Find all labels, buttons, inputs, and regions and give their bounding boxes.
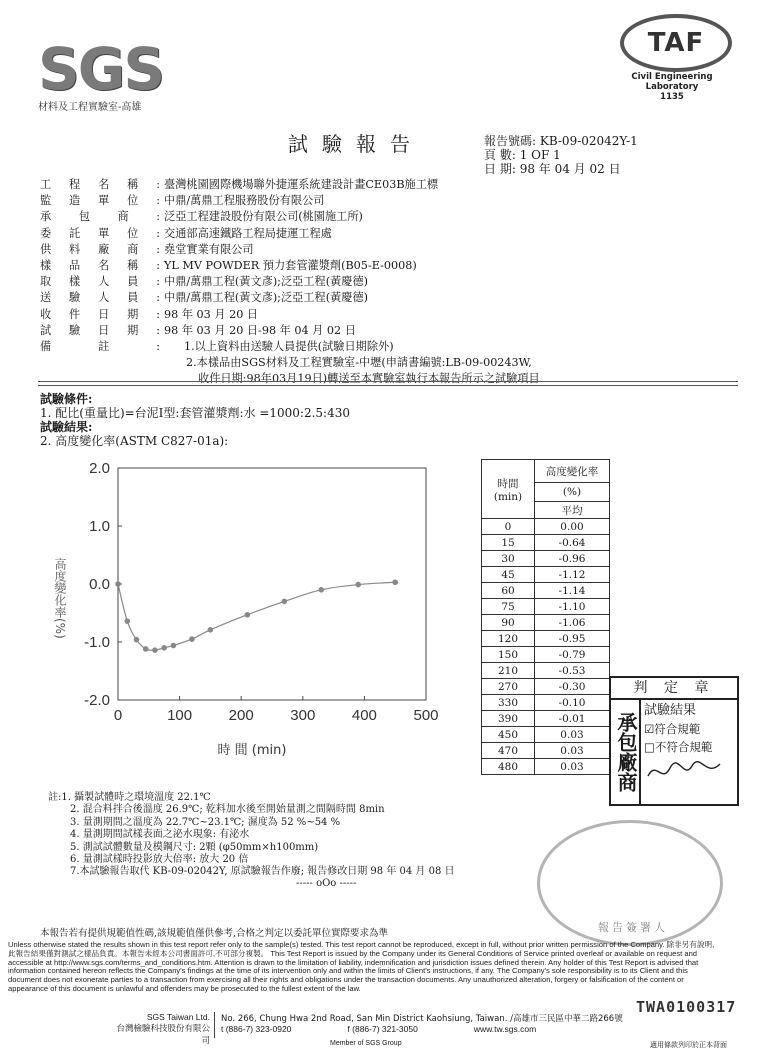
x-axis-label: 時 間 (min): [217, 743, 287, 758]
report-meta: 報告號碼: KB-09-02042Y-1 頁 數: 1 OF 1 日 期: 98 年 04 月 02 日: [484, 134, 638, 176]
info-label: 委 託 單 位 :: [40, 226, 160, 240]
table-row: [482, 727, 610, 743]
change-cell: -1.06: [535, 615, 610, 631]
page-value: 1 OF 1: [519, 148, 561, 162]
data-point: [245, 612, 251, 618]
time-cell: 45: [482, 567, 535, 583]
taf-caption-line: 1135: [660, 92, 684, 102]
stamp-contractor: 承包廠商: [611, 700, 641, 804]
company-seal: [537, 820, 723, 946]
table-header-change: 高度變化率: [535, 460, 610, 483]
note-line: 註:1. 攝製試體時之環境溫度 22.1℃: [48, 792, 211, 803]
time-cell: 150: [482, 647, 535, 663]
change-cell: -0.95: [535, 631, 610, 647]
info-row: [40, 258, 540, 274]
data-point: [134, 637, 140, 643]
time-cell: 390: [482, 711, 535, 727]
serial-number: TWA0100317: [636, 998, 737, 1016]
form-note: 適用條款列印於正本背面: [650, 1041, 727, 1049]
info-row: [40, 209, 540, 225]
time-cell: 480: [482, 759, 535, 775]
section-divider: [38, 381, 738, 386]
legal-text: Unless otherwise stated the results shown in this test report refer only to the sample(s) tested. This test report cannot be reproduced, except in full, without prior written permission of the Company. 除非另有說明,此報告結果僅對測試之樣品負責。本報告未經本公司書面許可,不可部分複製。 This Test Report is issued by the Company under its General Conditions of Service printed overleaf or available on request and accessible at http://www.sgs.com/terms_and_conditions.htm. Attention is drawn to the limitation of liability, indemnification and jurisdiction issues defined therein. Any holder of this Test Report is advised that information contained hereon reflects the Company's findings at the time of its intervention only and within the limits of Client's instructions, if any. The Company's sole responsibility is to its Client and this document does not exonerate parties to a transaction from exercising all their rights and obligations under the transaction documents. Any unauthorized alteration, forgery or falsification of the content or appearance of this document is unlawful and offenders may be prosecuted to the fullest extent of the law.: [8, 940, 715, 993]
info-label: 取 樣 人 員 :: [40, 275, 160, 289]
data-point: [282, 599, 288, 605]
info-value: YL MV POWDER 預力套管灌漿劑(B05-E-0008): [164, 259, 417, 273]
info-row: [40, 339, 540, 355]
seal-label: 報告簽署人: [598, 921, 668, 934]
note-line: 5. 測試試體數量及模鋼尺寸: 2顆 (φ50mm×h100mm): [70, 841, 319, 853]
condition-1: 1. 配比(重量比)=台泥Ⅰ型:套管灌漿劑:水 =1000:2.5:430: [40, 406, 350, 420]
table-header-avg: 平均: [535, 502, 610, 519]
table-header-time-label: 時間: [497, 477, 519, 490]
info-row: [40, 226, 540, 242]
info-row: [40, 290, 540, 306]
info-value: 98 年 03 月 20 日-98 年 04 月 02 日: [164, 323, 356, 337]
notes: [48, 792, 454, 879]
time-cell: 450: [482, 727, 535, 743]
spec-footnote: 本報告若有提供規範值性碼,該規範值僅供參考,合格之判定以委託單位實際要求為準: [40, 928, 389, 939]
info-value: 泛亞工程建設股份有限公司(桃園施工所): [164, 210, 363, 224]
results-table: [481, 459, 610, 775]
change-cell: -0.96: [535, 551, 610, 567]
company-en: SGS Taiwan Ltd.: [146, 1012, 210, 1022]
info-label: 備 註 :: [40, 340, 160, 354]
time-cell: 270: [482, 679, 535, 695]
y-tick-label: 2.0: [89, 460, 110, 477]
table-header-time-unit: (min): [493, 490, 523, 503]
time-cell: 470: [482, 743, 535, 759]
table-header-time: [482, 460, 535, 519]
table-row: [482, 759, 610, 775]
table-row: [482, 519, 610, 535]
change-cell: -1.12: [535, 567, 610, 583]
change-cell: -1.14: [535, 583, 610, 599]
table-row: [482, 647, 610, 663]
date-label: 日 期: [484, 162, 512, 176]
results-heading: 試驗結果:: [40, 420, 93, 434]
height-change-chart: [40, 458, 460, 758]
change-cell: -0.30: [535, 679, 610, 695]
change-cell: -0.79: [535, 647, 610, 663]
info-row: [40, 355, 540, 371]
change-cell: -0.01: [535, 711, 610, 727]
info-row: [40, 242, 540, 258]
x-tick-label: 200: [228, 707, 254, 724]
table-row: [482, 663, 610, 679]
time-cell: 60: [482, 583, 535, 599]
time-cell: 120: [482, 631, 535, 647]
data-point: [318, 587, 324, 593]
x-tick-label: 400: [351, 707, 377, 724]
info-row: [40, 177, 540, 193]
taf-caption-line: Civil Engineering: [631, 72, 713, 82]
stamp-option-pass: ☑符合規範: [644, 722, 701, 736]
time-cell: 75: [482, 599, 535, 615]
y-tick-label: 1.0: [89, 518, 110, 535]
x-tick-label: 0: [113, 707, 123, 724]
table-row: [482, 583, 610, 599]
data-point: [189, 636, 195, 642]
sgs-subtitle: 材料及工程實驗室-高雄: [38, 102, 142, 113]
info-label: 監 造 單 位 :: [40, 194, 160, 208]
data-point: [115, 581, 121, 587]
note-line: 2. 混合料拌合後溫度 26.9℃; 乾料加水後至開始量測之間隔時間 8min: [70, 804, 385, 816]
info-label: 收 件 日 期 :: [40, 307, 160, 321]
change-cell: 0.03: [535, 759, 610, 775]
info-value: 中鼎/萬鼎工程服務股份有限公司: [164, 194, 325, 208]
info-label: 承 包 商 :: [40, 210, 160, 224]
data-point: [152, 647, 158, 653]
y-tick-label: -1.0: [84, 634, 110, 651]
stamp-title: 判 定 章: [611, 678, 737, 700]
data-point: [392, 579, 398, 585]
sgs-logo: SGS: [38, 35, 164, 103]
result-2: 2. 高度變化率(ASTM C827-01a):: [40, 434, 229, 448]
table-row: [482, 631, 610, 647]
series-line: [118, 582, 395, 650]
table-header-change-unit: (%): [535, 483, 610, 502]
y-tick-label: -2.0: [84, 692, 110, 709]
data-point: [161, 645, 167, 651]
member-note: Member of SGS Group: [330, 1040, 402, 1047]
report-info: [40, 177, 540, 388]
info-value: 中鼎/萬鼎工程(黃文彥);泛亞工程(黃慶德): [164, 275, 368, 289]
info-label: 工 程 名 稱 :: [40, 178, 160, 191]
data-point: [355, 582, 361, 588]
y-axis-label: 高度變化率(%): [53, 558, 67, 639]
time-cell: 30: [482, 551, 535, 567]
data-point: [143, 646, 149, 652]
company-zh: 台灣檢驗科技股份有限公司: [116, 1024, 210, 1046]
table-row: [482, 695, 610, 711]
data-point: [171, 643, 177, 649]
data-point: [208, 627, 214, 633]
info-value: 98 年 03 月 20 日: [164, 307, 259, 321]
change-cell: -0.64: [535, 535, 610, 551]
taf-caption: [612, 72, 732, 102]
time-cell: 90: [482, 615, 535, 631]
company-web: www.tw.sgs.com: [473, 1024, 537, 1034]
handwritten-signature: [644, 756, 724, 786]
time-cell: 210: [482, 663, 535, 679]
note-line: 7.本試驗報告取代 KB-09-02042Y, 原試驗報告作廢; 報告修改日期 98 年 04 月 08 日: [70, 866, 455, 878]
info-row: [40, 274, 540, 290]
time-cell: 15: [482, 535, 535, 551]
plot-frame: [118, 468, 426, 700]
info-label: 試 驗 日 期 :: [40, 323, 160, 337]
change-cell: -1.10: [535, 599, 610, 615]
change-cell: 0.03: [535, 743, 610, 759]
table-row: [482, 567, 610, 583]
judgement-stamp: [609, 676, 739, 806]
taf-caption-line: Laboratory: [645, 82, 699, 92]
table-row: [482, 535, 610, 551]
company-address: No. 266, Chung Hwa 2nd Road, San Min District Kaohsiung, Taiwan. /高雄市三民區中華二路266號: [221, 1014, 623, 1024]
note-line: 3. 量測期間之溫度為 22.7℃~23.1℃; 濕度為 52 %~54 %: [70, 816, 341, 828]
stamp-result-head: 試驗結果: [644, 703, 697, 718]
info-value: 1.以上資料由送驗人員提供(試驗日期除外): [184, 340, 394, 354]
test-conditions: [40, 392, 350, 448]
conditions-heading: 試驗條件:: [40, 392, 93, 406]
page-label: 頁 數: [484, 148, 512, 162]
x-tick-label: 100: [167, 707, 193, 724]
info-label: [40, 355, 160, 371]
y-tick-label: 0.0: [89, 576, 110, 593]
stamp-option-fail: □不符合規範: [644, 740, 713, 754]
company-tel: t (886-7) 323-0920: [221, 1024, 292, 1034]
report-no-label: 報告號碼: [484, 134, 533, 148]
change-cell: -0.53: [535, 663, 610, 679]
info-row: [40, 193, 540, 209]
info-value: 收件日期:98年03月19日)轉送至本實驗室執行本報告所示之試驗項目: [198, 372, 540, 386]
table-row: [482, 711, 610, 727]
report-title: 試驗報告: [288, 132, 424, 156]
table-row: [482, 679, 610, 695]
table-row: [482, 551, 610, 567]
info-value: 交通部高速鐵路工程局捷運工程處: [164, 226, 332, 240]
info-label: 供 料 廠 商 :: [40, 242, 160, 256]
table-row: [482, 615, 610, 631]
taf-logo-text: TAF: [647, 28, 705, 58]
time-cell: 330: [482, 695, 535, 711]
report-no: KB-09-02042Y-1: [539, 134, 638, 148]
change-cell: -0.10: [535, 695, 610, 711]
info-value: 中鼎/萬鼎工程(黃文彥);泛亞工程(黃慶德): [164, 291, 368, 305]
info-label: 送 驗 人 員 :: [40, 291, 160, 305]
end-mark: ----- oOo -----: [296, 878, 357, 889]
info-row: [40, 323, 540, 339]
info-value: 2.本樣品由SGS材料及工程實驗室-中壢(申請書編號:LB-09-00243W,: [186, 356, 532, 370]
data-point: [124, 618, 130, 624]
x-tick-label: 500: [413, 707, 439, 724]
info-value: 臺灣桃園國際機場聯外捷運系統建設計畫CE03B施工標: [164, 178, 439, 191]
note-line: 6. 量測試樣時投影放大倍率: 放大 20 倍: [70, 854, 249, 866]
company-fax: f (886-7) 321-3050: [347, 1024, 418, 1034]
x-tick-label: 300: [290, 707, 316, 724]
info-value: 堯堂實業有限公司: [164, 242, 254, 256]
table-row: [482, 743, 610, 759]
table-row: [482, 599, 610, 615]
change-cell: 0.00: [535, 519, 610, 535]
change-cell: 0.03: [535, 727, 610, 743]
taf-logo: [620, 14, 732, 72]
info-row: [40, 307, 540, 323]
time-cell: 0: [482, 519, 535, 535]
date-value: 98 年 04 月 02 日: [519, 162, 621, 176]
note-line: 4. 量測期間試樣表面之泌水現象: 有泌水: [70, 829, 250, 841]
info-label: 樣 品 名 稱 :: [40, 259, 160, 273]
